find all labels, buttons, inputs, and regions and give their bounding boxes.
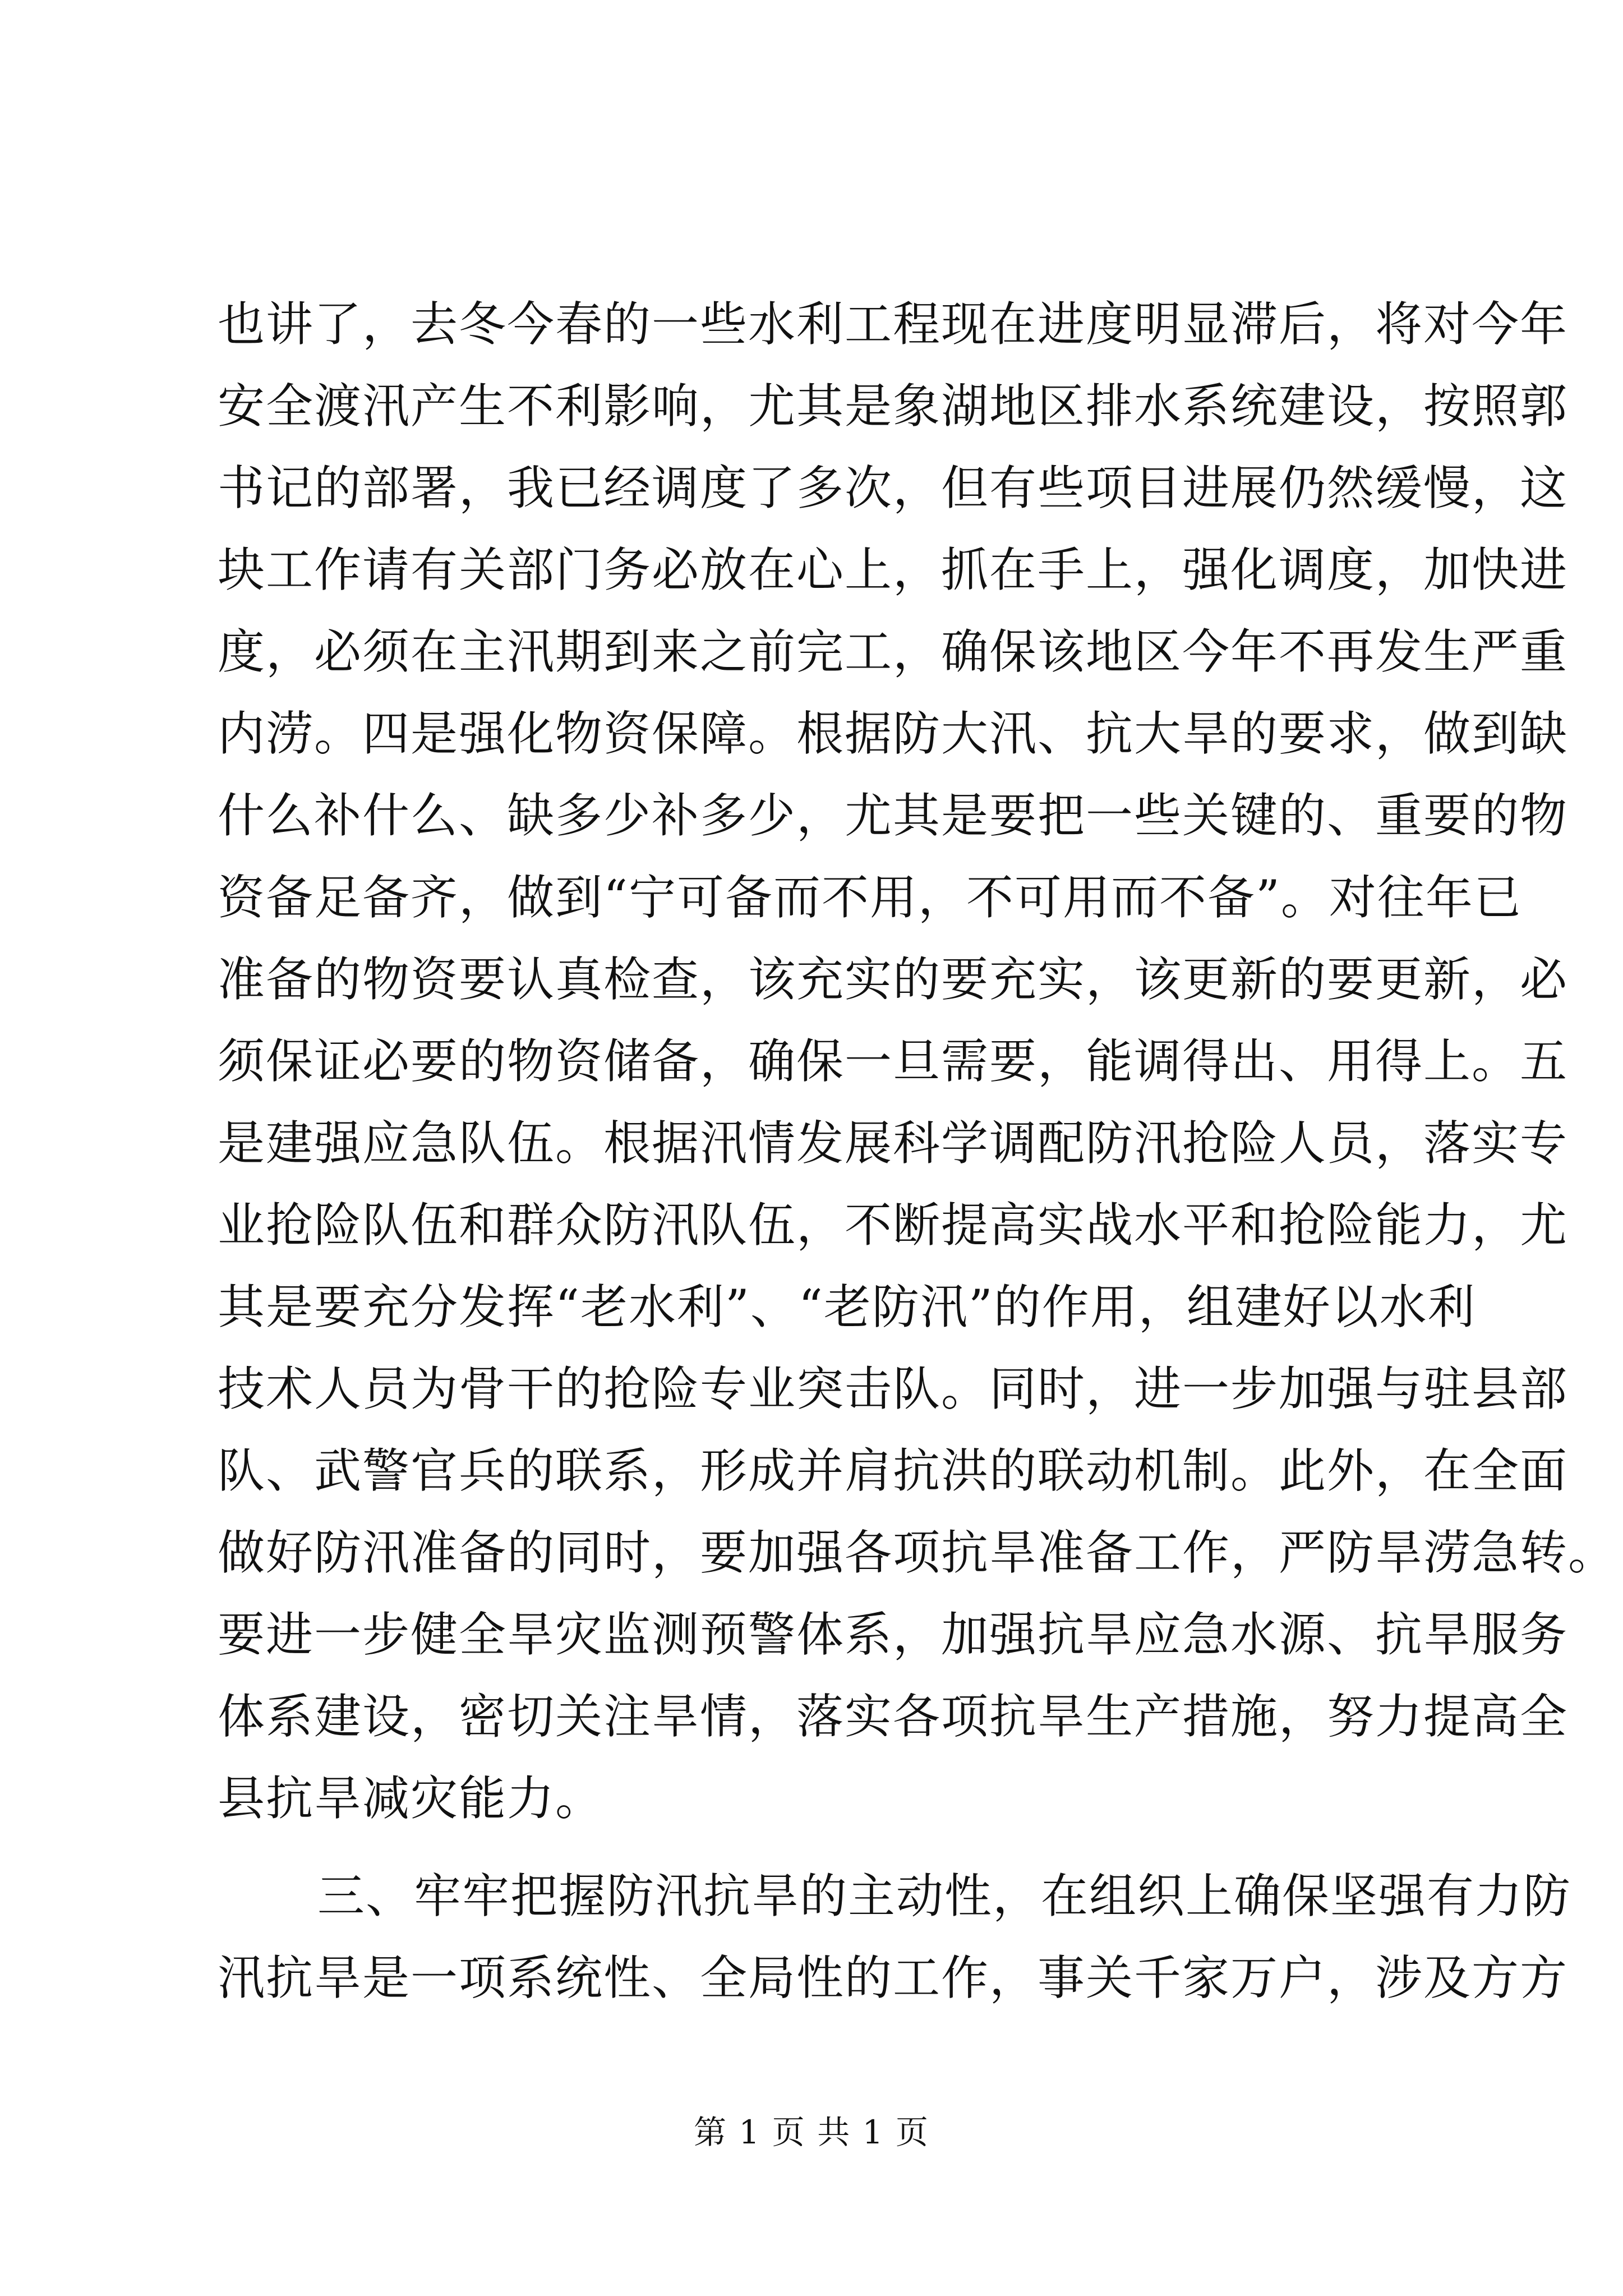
text-line: 安全渡汛产生不利影响，尤其是象湖地区排水系统建设，按照郭 [218, 379, 1569, 434]
text-line: 要进一步健全旱灾监测预警体系，加强抗旱应急水源、抗旱服务 [218, 1607, 1569, 1662]
paragraph-section-three [218, 1855, 1572, 2019]
text-line: 技术人员为骨干的抢险专业突击队。同时，进一步加强与驻县部 [218, 1361, 1569, 1416]
text-line: 体系建设，密切关注旱情，落实各项抗旱生产措施，努力提高全 [218, 1689, 1569, 1744]
text-line: 内涝。四是强化物资保障。根据防大汛、抗大旱的要求，做到缺 [218, 706, 1569, 761]
text-line: 也讲了，去冬今春的一些水利工程现在进度明显滞后，将对今年 [218, 297, 1569, 352]
page-number-footer: 第 1 页 共 1 页 [694, 2113, 929, 2151]
text-line: 做好防汛准备的同时，要加强各项抗旱准备工作，严防旱涝急转。 [218, 1525, 1617, 1580]
text-line: 县抗旱减灾能力。 [218, 1771, 604, 1826]
text-line: 准备的物资要认真检查，该充实的要充实，该更新的要更新，必 [218, 952, 1569, 1007]
text-line: 是建强应急队伍。根据汛情发展科学调配防汛抢险人员，落实专 [218, 1116, 1569, 1171]
text-line: 业抢险队伍和群众防汛队伍，不断提高实战水平和抢险能力，尤 [218, 1198, 1569, 1253]
text-line: 度，必须在主汛期到来之前完工，确保该地区今年不再发生严重 [218, 624, 1569, 679]
text-line: 须保证必要的物资储备，确保一旦需要，能调得出、用得上。五 [218, 1034, 1569, 1089]
text-line: 块工作请有关部门务必放在心上，抓在手上，强化调度，加快进 [218, 542, 1569, 597]
paragraph-flood-prep-continued [218, 283, 1617, 1839]
text-line: 队、武警官兵的联系，形成并肩抗洪的联动机制。此外，在全面 [218, 1443, 1569, 1498]
paragraph-spacing [218, 1839, 1412, 1855]
text-line: 资备足备齐，做到“宁可备而不用，不可用而不备”。对往年已 [218, 870, 1522, 925]
text-line: 汛抗旱是一项系统性、全局性的工作，事关千家万户，涉及方方 [218, 1950, 1569, 2005]
text-line-indented: 三、牢牢把握防汛抗旱的主动性，在组织上确保坚强有力防 [317, 1869, 1572, 1924]
text-line: 其是要充分发挥“老水利”、“老防汛”的作用，组建好以水利 [218, 1280, 1476, 1335]
document-body [218, 283, 1617, 2019]
text-line: 书记的部署，我已经调度了多次，但有些项目进展仍然缓慢，这 [218, 461, 1569, 516]
text-line: 什么补什么、缺多少补多少，尤其是要把一些关键的、重要的物 [218, 788, 1569, 843]
